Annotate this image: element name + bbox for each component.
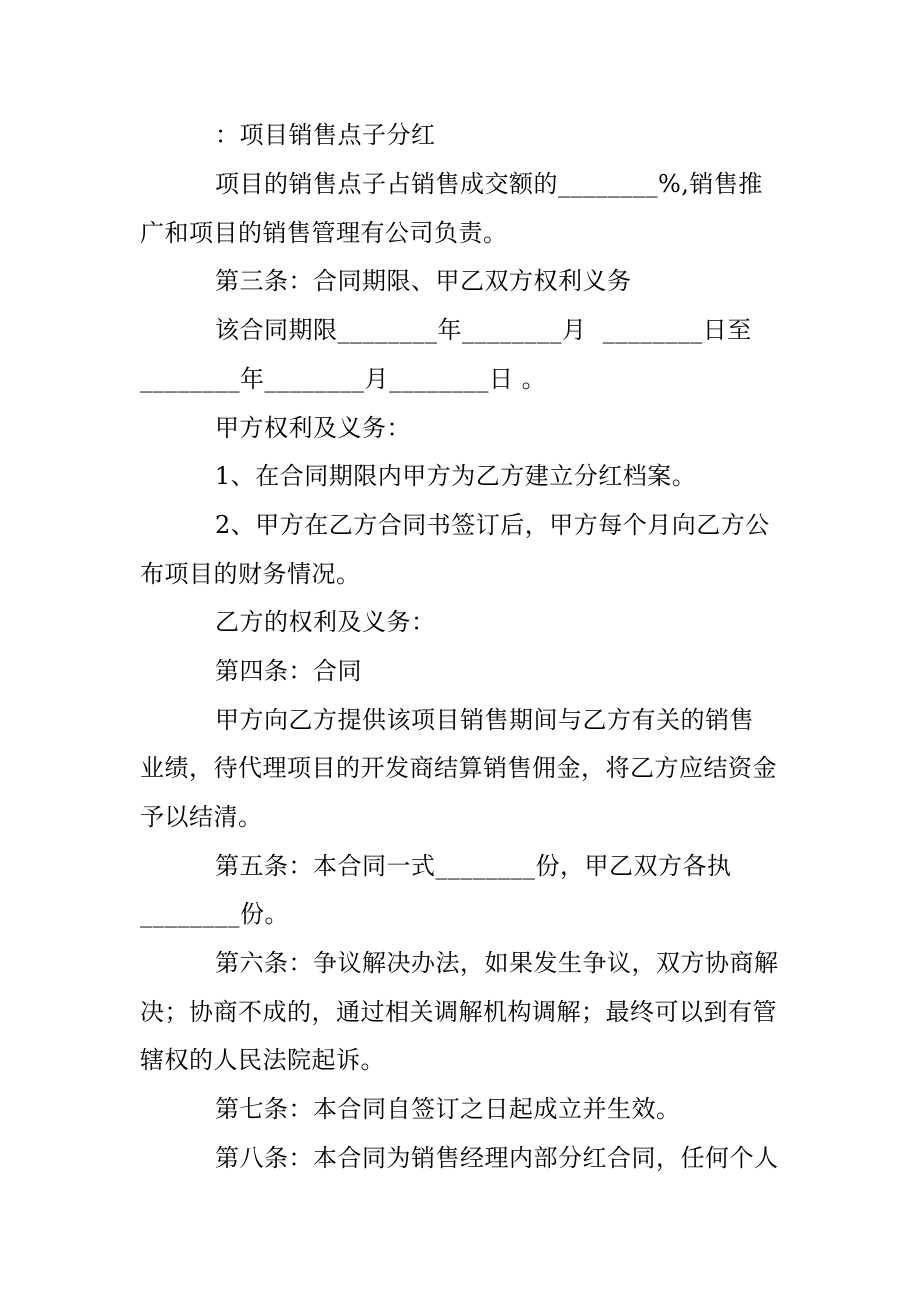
text-line: 该合同期限________年________月 ________日至 [215,316,752,344]
text-line: 辖权的人民法院起诉。 [140,1046,385,1074]
text-line: 甲方权利及义务： [215,414,411,442]
text-line: 乙方的权利及义务： [215,608,436,636]
text-line: 布项目的财务情况。 [140,560,361,588]
text-line: 第八条：本合同为销售经理内部分红合同，任何个人 [215,1144,779,1172]
text-line: 第五条：本合同一式________份，甲乙双方各执 [215,852,732,880]
text-line: 第七条：本合同自签订之日起成立并生效。 [215,1095,681,1123]
text-line: 予以结清。 [140,803,263,831]
text-line: ________年________月________日 。 [140,365,547,393]
text-line: 项目的销售点子占销售成交额的________%,销售推 [215,170,763,198]
text-line: 第三条：合同期限、甲乙双方权利义务 [215,267,632,295]
text-line: 1、在合同期限内甲方为乙方建立分红档案。 [215,462,697,490]
text-line: 第六条：争议解决办法，如果发生争议，双方协商解 [215,949,779,977]
text-line: 广和项目的销售管理有公司负责。 [140,219,508,247]
text-line: 决；协商不成的，通过相关调解机构调解；最终可以到有管 [140,998,777,1026]
text-line: 业绩，待代理项目的开发商结算销售佣金，将乙方应结资金 [140,754,777,782]
text-line: 2、甲方在乙方合同书签订后，甲方每个月向乙方公 [215,511,770,539]
text-line: ：项目销售点子分红 [215,121,436,149]
text-line: 甲方向乙方提供该项目销售期间与乙方有关的销售 [215,706,754,734]
text-line: ________份。 [140,900,289,928]
text-line: 第四条：合同 [215,657,362,685]
